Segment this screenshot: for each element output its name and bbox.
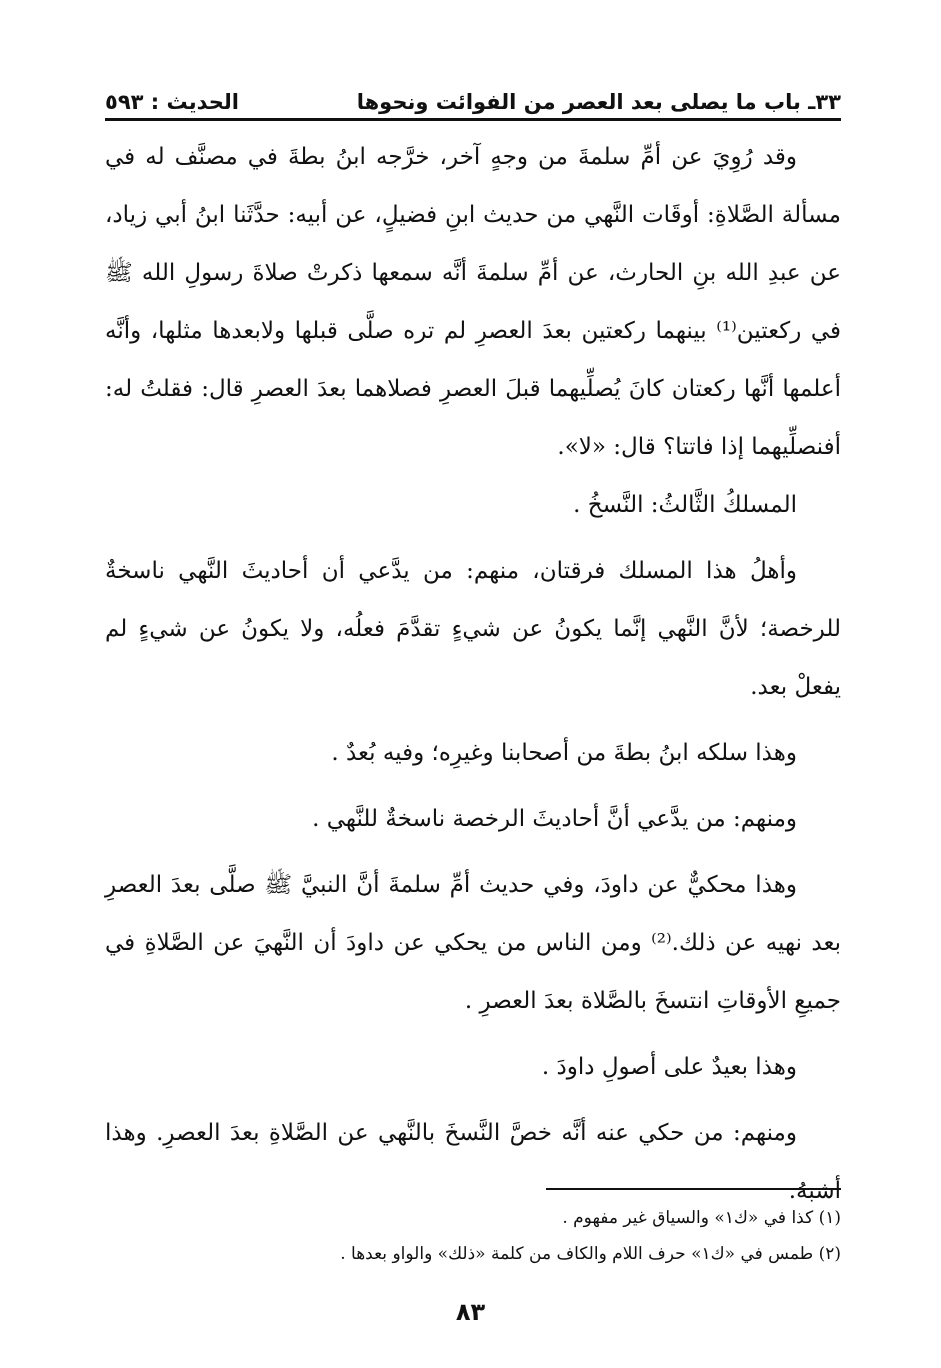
main-text [105, 128, 841, 1220]
running-header [105, 84, 841, 121]
footnote-divider [546, 1188, 841, 1190]
paragraph-6: وهذا بعيدٌ على أصولِ داودَ . [541, 1054, 797, 1080]
footnote-1: (١) كذا في «ك١» والسياق غير مفهوم . [562, 1208, 841, 1228]
paragraph-5: وهذا محكيٌّ عن داودَ، وفي حديث أمِّ سلمةَ أنَّ النبيَّ ﷺ صلَّى بعدَ العصرِ بعد نهيه عن ذلك.⁽²⁾ ومن الناس من يحكي عن داودَ أن النَّهيَ عن الصَّلاةِ في جميعِ الأوقاتِ انتسخَ بالصَّلاة بعدَ العصرِ . [105, 872, 841, 1014]
paragraph-4: ومنهم: من يدَّعي أنَّ أحاديثَ الرخصة ناسخةٌ للنَّهي . [312, 806, 797, 832]
section-heading: المسلكُ الثَّالثُ: النَّسخُ . [573, 492, 797, 518]
footnotes [105, 1200, 841, 1272]
paragraph-7: ومنهم: من حكي عنه أنَّه خصَّ النَّسخَ بالنَّهي عن الصَّلاةِ بعدَ العصرِ. وهذا أشبهُ. [105, 1120, 841, 1204]
paragraph-2: وأهلُ هذا المسلك فرقتان، منهم: من يدَّعي أن أحاديثَ النَّهي ناسخةٌ للرخصة؛ لأنَّ النَّهي إنَّما يكونُ عن شيءٍ تقدَّمَ فعلُه، ولا يكونُ عن شيءٍ لم يفعلْ بعد. [105, 558, 841, 700]
hadith-number: الحديث : ٥٩٣ [105, 90, 239, 114]
footnote-2: (٢) طمس في «ك١» حرف اللام والكاف من كلمة «ذلك» والواو بعدها . [340, 1244, 841, 1264]
paragraph-1: وقد رُوِيَ عن أمِّ سلمةَ من وجهٍ آخر، خرَّجه ابنُ بطةَ في مصنَّف له في مسألة الصَّلاةِ: أوقَات النَّهي من حديث ابنِ فضيلٍ، عن أبيه: حدَّثَنا ابنُ أبي زياد، عن عبدِ الله بنِ الحارث، عن أمِّ سلمةَ أنَّه سمعها ذكرتْ صلاةَ رسولِ الله ﷺ في ركعتين⁽¹⁾ بينهما ركعتين بعدَ العصرِ لم تره صلَّى قبلها ولابعدها مثلها، وأنَّه أعلمها أنَّها ركعتان كانَ يُصلِّيهما قبلَ العصرِ فصلاهما بعدَ العصرِ قال: فقلتُ له: أفنصلِّيهما إذا فاتتا؟ قال: «لا». [105, 144, 841, 460]
chapter-title: ٣٣ـ باب ما يصلى بعد العصر من الفوائت ونحوها [356, 90, 841, 114]
page-number: ٨٣ [455, 1298, 486, 1326]
paragraph-3: وهذا سلكه ابنُ بطةَ من أصحابنا وغيرِه؛ وفيه بُعدٌ . [331, 740, 797, 766]
